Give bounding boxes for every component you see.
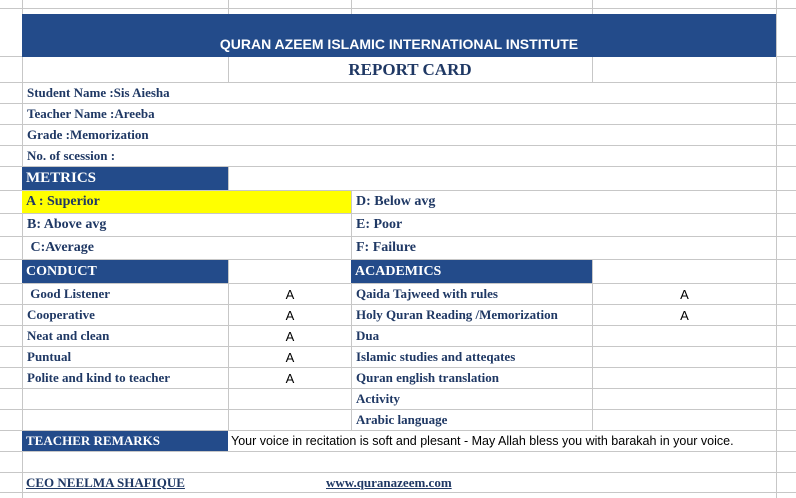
gridline [228, 166, 229, 190]
ceo-name: CEO NEELMA SHAFIQUE [26, 474, 185, 490]
academic-grade: A [680, 286, 689, 302]
conduct-item: Cooperative [27, 307, 95, 322]
gridline [228, 0, 229, 14]
academics-heading: ACADEMICS [351, 260, 592, 283]
academic-grade [593, 389, 776, 409]
academic-item: Quran english translation [356, 370, 500, 385]
conduct-item: Neat and clean [27, 328, 110, 343]
conduct-grade: A [285, 328, 295, 344]
student-name: Student Name :Sis Aiesha [27, 85, 170, 100]
academic-item: Arabic language [356, 412, 448, 427]
academic-item: Islamic studies and atteqates [356, 349, 516, 364]
academic-grade [593, 368, 776, 388]
metrics-heading: METRICS [22, 167, 228, 190]
academic-item: Holy Quran Reading /Memorization [356, 307, 558, 322]
gridline [592, 0, 593, 14]
academic-item: Dua [356, 328, 380, 343]
report-card-title: REPORT CARD [348, 59, 472, 79]
session-count: No. of scession : [27, 148, 116, 163]
conduct-item: Good Listener [27, 286, 111, 301]
metric-b-above-avg: B: Above avg [27, 217, 107, 232]
teacher-remarks-heading: TEACHER REMARKS [22, 431, 228, 451]
website-link[interactable]: www.quranazeem.com [326, 474, 452, 490]
gridline [0, 451, 796, 452]
academic-grade [593, 347, 776, 367]
conduct-grade: A [285, 370, 295, 386]
gridline [351, 0, 352, 14]
academic-item: Qaida Tajweed with rules [356, 286, 498, 301]
metric-d-below-avg: D: Below avg [356, 194, 436, 209]
metric-f-failure: F: Failure [356, 240, 417, 255]
academic-grade: A [680, 307, 689, 323]
academic-item: Activity [356, 391, 401, 406]
academic-grade [593, 410, 776, 430]
teacher-remarks-text: Your voice in recitation is soft and plesant - May Allah bless you with barakah in your voice. [231, 434, 734, 448]
metric-a-superior: A : Superior [22, 191, 351, 213]
gridline [592, 56, 593, 82]
conduct-item: Puntual [27, 349, 72, 364]
gridline [776, 0, 777, 498]
conduct-grade: A [285, 307, 295, 323]
grade-level: Grade :Memorization [27, 127, 149, 142]
conduct-grade: A [285, 286, 295, 302]
metric-e-poor: E: Poor [356, 217, 403, 232]
academic-grade [593, 326, 776, 346]
metric-c-average: C:Average [27, 240, 94, 255]
conduct-heading: CONDUCT [22, 260, 228, 283]
conduct-item: Polite and kind to teacher [27, 370, 170, 385]
conduct-grade: A [285, 349, 295, 365]
gridline [0, 8, 796, 9]
teacher-name: Teacher Name :Areeba [27, 106, 155, 121]
gridline [0, 492, 796, 493]
institute-title: QURAN AZEEM ISLAMIC INTERNATIONAL INSTITUTE [22, 14, 776, 57]
